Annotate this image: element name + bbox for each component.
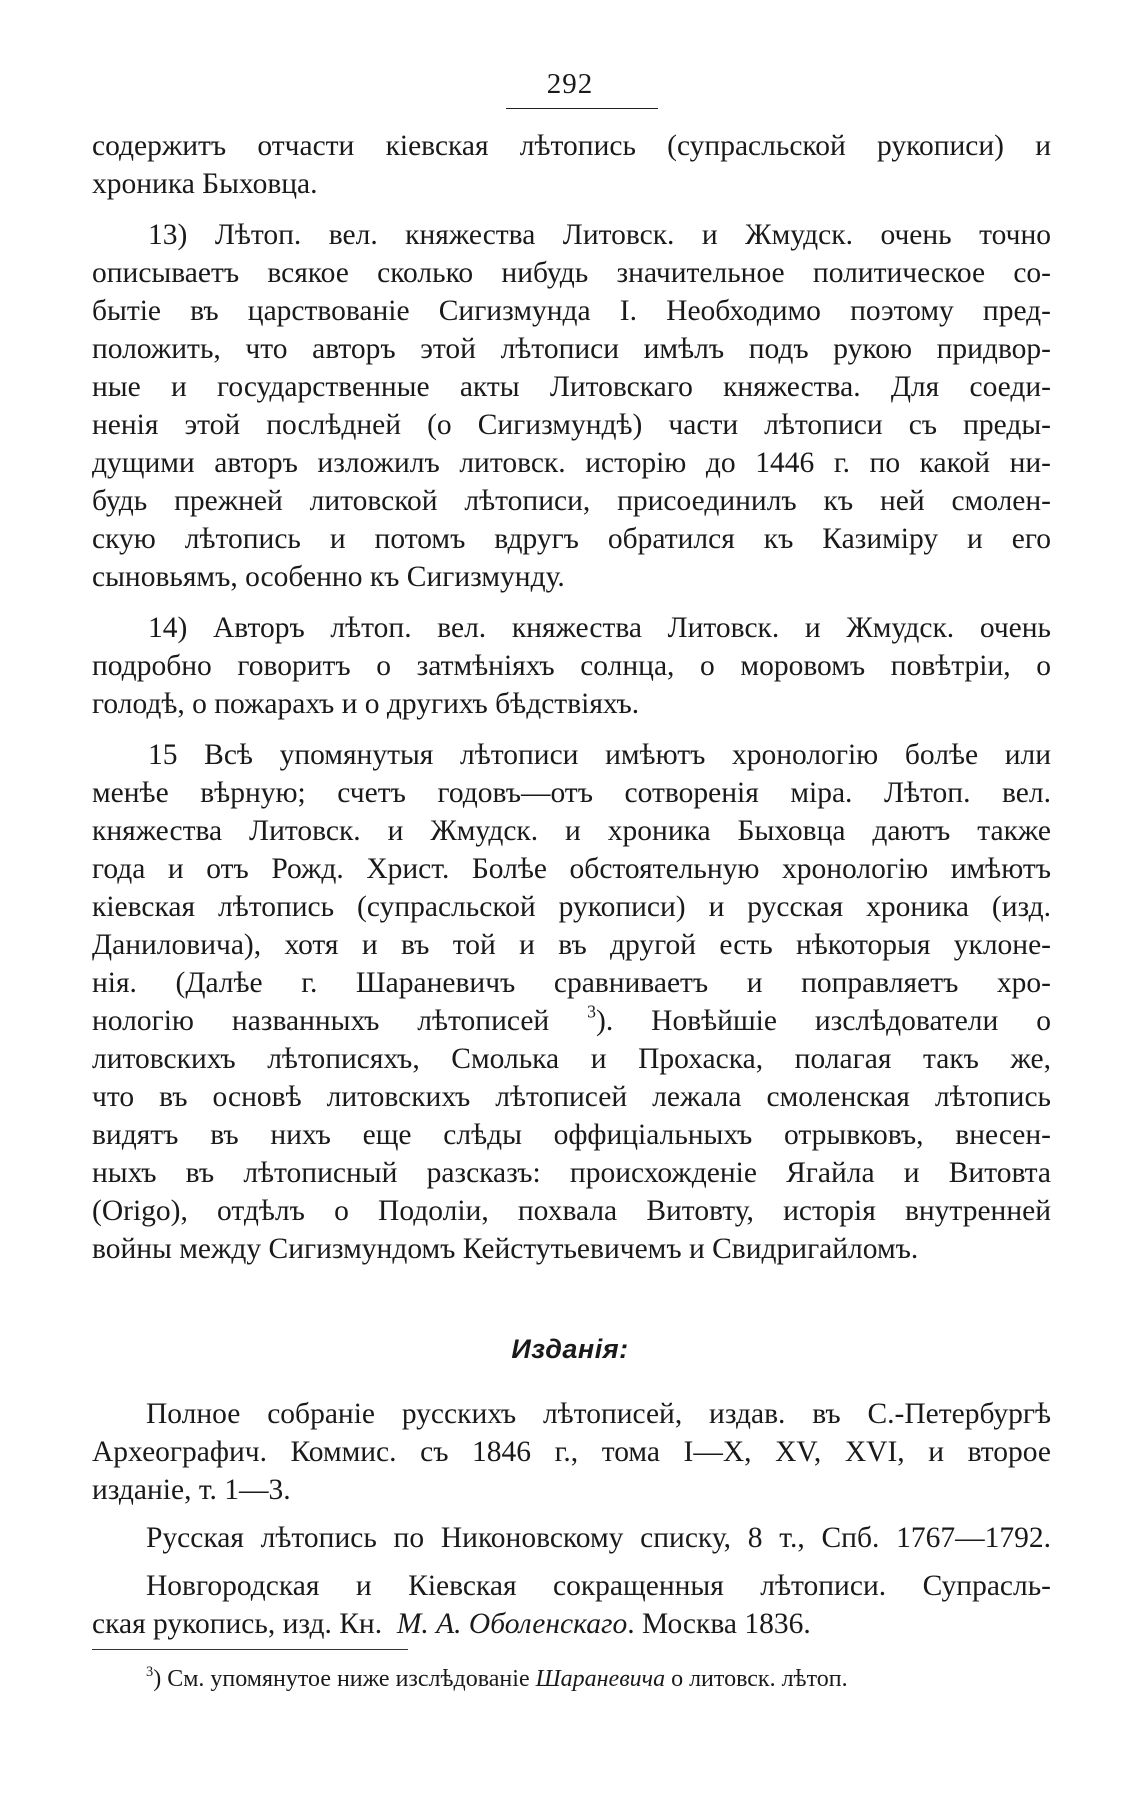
- footnote: [146, 1662, 848, 1696]
- text-line: (Origo), отдѣлъ о Подоліи, похвала Витовту, исторія внутренней: [92, 1195, 1051, 1227]
- author-name: М. А. Оболенскаго: [396, 1608, 628, 1640]
- page-number-rule: [506, 108, 658, 109]
- footnote-reference: 3: [587, 1001, 596, 1022]
- footnote-text: ) См. упомянутое ниже изслѣдованіе: [153, 1666, 530, 1692]
- text-line: ные и государственные акты Литовскаго княжества. Для соеди-: [92, 371, 1051, 403]
- text-segment: ). Новѣйшіе изслѣдователи о: [596, 1005, 1051, 1037]
- text-line: голодѣ, о пожарахъ и о другихъ бѣдствіяхъ.: [92, 688, 640, 720]
- text-line: ныхъ въ лѣтописный разсказъ: происхожденіе Ягайла и Витовта: [92, 1157, 1051, 1189]
- text-line: менѣе вѣрную; счетъ годовъ—отъ сотворенія міра. Лѣтоп. вел.: [92, 777, 1051, 809]
- text-line: 14) Авторъ лѣтоп. вел. княжества Литовск. и Жмудск. очень: [148, 612, 1051, 644]
- edition-line: [92, 1604, 1051, 1644]
- text-line: описываетъ всякое сколько нибудь значительное политическое со-: [92, 257, 1051, 289]
- text-line: бытіе въ царствованіе Сигизмунда I. Необходимо поэтому пред-: [92, 295, 1051, 327]
- text-line: сыновьямъ, особенно къ Сигизмунду.: [92, 561, 565, 593]
- text-line: Даниловича), хотя и въ той и въ другой есть нѣкоторыя уклоне-: [92, 929, 1051, 961]
- text-line: скую лѣтопись и потомъ вдругъ обратился къ Казиміру и его: [92, 523, 1051, 555]
- text-line: что въ основѣ литовскихъ лѣтописей лежала смоленская лѣтопись: [92, 1081, 1051, 1113]
- text-line: 15 Всѣ упомянутыя лѣтописи имѣютъ хронологію болѣе или: [148, 739, 1051, 771]
- text-line: хроника Быховца.: [92, 168, 318, 200]
- footnote-rule: [92, 1649, 408, 1650]
- text-line: дущими авторъ изложилъ литовск. исторію до 1446 г. по какой ни-: [92, 447, 1051, 479]
- footnote-marker: 3: [146, 1663, 154, 1680]
- text-line: 13) Лѣтоп. вел. княжества Литовск. и Жмудск. очень точно: [148, 219, 1051, 251]
- footnote-text-end: о литовск. лѣтоп.: [665, 1666, 848, 1692]
- text-segment: ская рукопись, изд. Кн.: [92, 1608, 383, 1640]
- text-line: видятъ въ нихъ еще слѣды оффиціальныхъ отрывковъ, внесен-: [92, 1119, 1051, 1151]
- text-line: кіевская лѣтопись (супрасльской рукописи) и русская хроника (изд.: [92, 891, 1051, 923]
- text-segment: . Москва 1836.: [627, 1608, 811, 1640]
- text-line: будь прежней литовской лѣтописи, присоединилъ къ ней смолен-: [92, 485, 1051, 517]
- edition-line: Русская лѣтопись по Никоновскому списку, 8 т., Спб. 1767—1792.: [146, 1522, 1051, 1554]
- text-line: ненія этой послѣдней (о Сигизмундѣ) части лѣтописи съ преды-: [92, 409, 1051, 441]
- text-line: содержитъ отчасти кіевская лѣтопись (супрасльской рукописи) и: [92, 130, 1051, 162]
- editions-heading: Изданія:: [511, 1334, 629, 1364]
- text-segment: нологію названныхъ лѣтописей: [92, 1005, 550, 1037]
- text-line: положить, что авторъ этой лѣтописи имѣлъ подъ рукою придвор-: [92, 333, 1051, 365]
- text-line: нія. (Далѣе г. Шараневичъ сравниваетъ и поправляетъ хро-: [92, 967, 1051, 999]
- footnote-author: Шараневича: [535, 1666, 666, 1692]
- edition-line: Археографич. Коммис. съ 1846 г., тома I—X, XV, XVI, и второе: [92, 1436, 1051, 1468]
- edition-line: Новгородская и Кіевская сокращенныя лѣтописи. Супрасль-: [146, 1570, 1051, 1602]
- text-line: [92, 1001, 1051, 1041]
- page-number: 292: [546, 68, 594, 100]
- edition-line: изданіе, т. 1—3.: [92, 1474, 291, 1506]
- text-line: года и отъ Рожд. Христ. Болѣе обстоятельную хронологію имѣютъ: [92, 853, 1051, 885]
- edition-line: Полное собраніе русскихъ лѣтописей, издав. въ С.-Петербургѣ: [146, 1398, 1051, 1430]
- text-line: подробно говоритъ о затмѣніяхъ солнца, о моровомъ повѣтріи, о: [92, 650, 1051, 682]
- text-line: войны между Сигизмундомъ Кейстутьевичемъ и Свидригайломъ.: [92, 1233, 919, 1265]
- text-line: княжества Литовск. и Жмудск. и хроника Быховца даютъ также: [92, 815, 1051, 847]
- text-line: литовскихъ лѣтописяхъ, Смолька и Прохаска, полагая такъ же,: [92, 1043, 1051, 1075]
